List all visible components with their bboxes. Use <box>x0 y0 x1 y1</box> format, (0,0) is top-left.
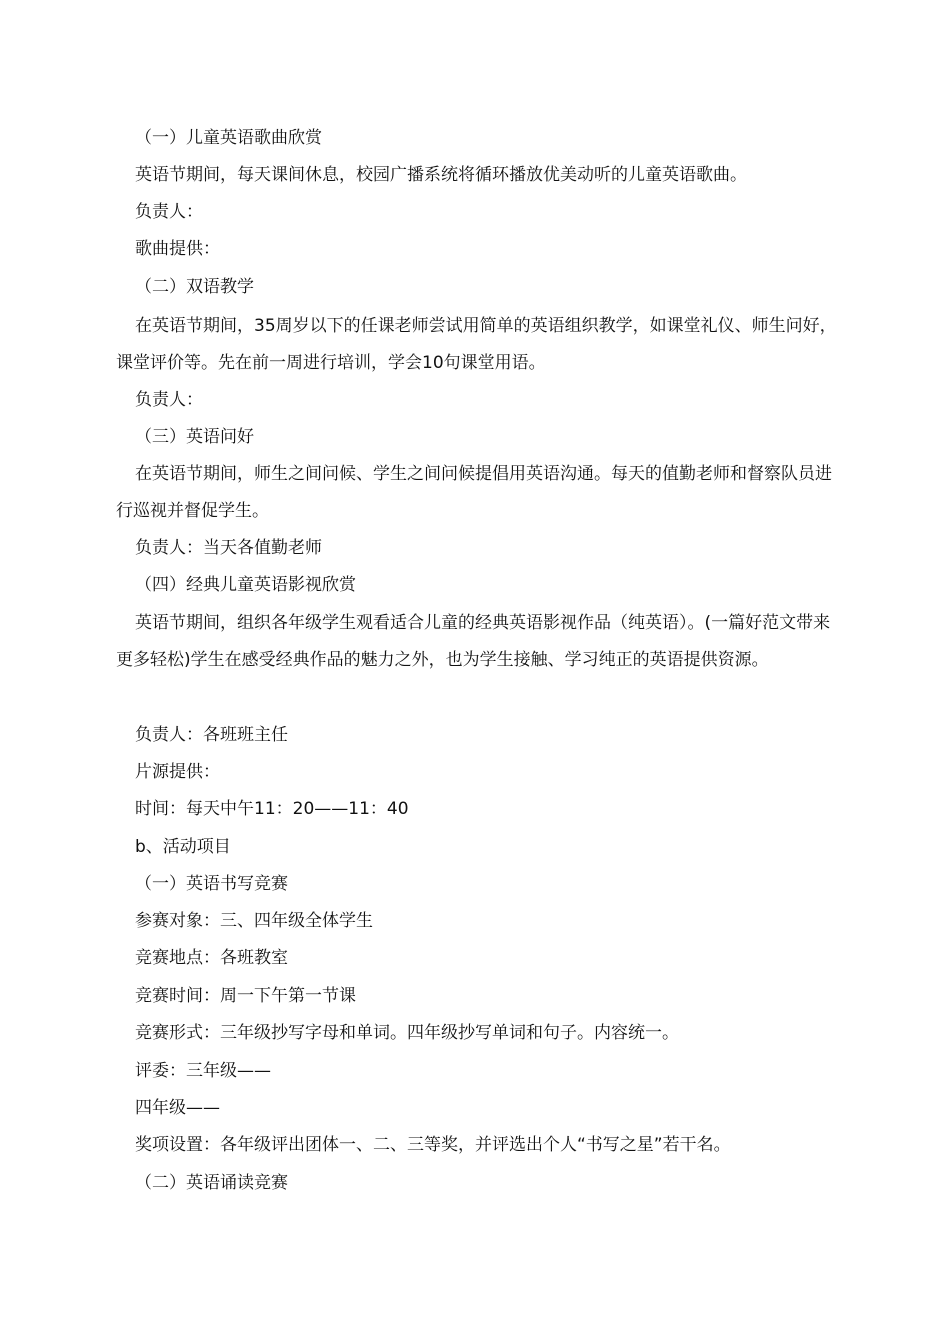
paragraph: 在英语节期间，35周岁以下的任课老师尝试用简单的英语组织教学，如课堂礼仪、师生问好，课堂评价等。先在前一周进行培训，学会10句课堂用语。 <box>116 316 837 373</box>
section-heading-2: （二）双语教学 <box>135 277 254 297</box>
paragraph: 负责人： <box>135 390 203 410</box>
section-heading-1: （一）儿童英语歌曲欣赏 <box>135 128 322 148</box>
paragraph: 时间：每天中午11：20——11：40 <box>135 799 409 819</box>
paragraph: 片源提供： <box>135 762 220 782</box>
paragraph: 在英语节期间，师生之间问候、学生之间问候提倡用英语沟通。每天的值勤老师和督察队员进行巡视并督促学生。 <box>116 464 832 521</box>
section-heading-6: （二）英语诵读竞赛 <box>135 1173 288 1193</box>
paragraph: 竞赛形式：三年级抄写字母和单词。四年级抄写单词和句子。内容统一。 <box>135 1023 679 1043</box>
paragraph: 评委：三年级—— <box>135 1061 271 1081</box>
paragraph: 竞赛时间：周一下午第一节课 <box>135 986 356 1006</box>
section-heading-4: （四）经典儿童英语影视欣赏 <box>135 575 356 595</box>
paragraph: 四年级—— <box>135 1098 220 1118</box>
paragraph: 竞赛地点：各班教室 <box>135 948 288 968</box>
paragraph: 英语节期间，每天课间休息，校园广播系统将循环播放优美动听的儿童英语歌曲。 <box>135 165 747 185</box>
section-heading-3: （三）英语问好 <box>135 427 254 447</box>
paragraph: 负责人：当天各值勤老师 <box>135 538 322 558</box>
paragraph: 参赛对象：三、四年级全体学生 <box>135 911 373 931</box>
paragraph: 奖项设置：各年级评出团体一、二、三等奖，并评选出个人“书写之星”若干名。 <box>135 1135 731 1155</box>
paragraph: 负责人：各班班主任 <box>135 725 288 745</box>
paragraph: 英语节期间，组织各年级学生观看适合儿童的经典英语影视作品（纯英语）。(一篇好范文带来更多轻松)学生在感受经典作品的魅力之外，也为学生接触、学习纯正的英语提供资源。 <box>116 613 831 670</box>
paragraph: 负责人： <box>135 202 203 222</box>
section-heading-5: （一）英语书写竞赛 <box>135 874 288 894</box>
paragraph: 歌曲提供： <box>135 239 220 259</box>
paragraph: b、活动项目 <box>135 837 231 857</box>
